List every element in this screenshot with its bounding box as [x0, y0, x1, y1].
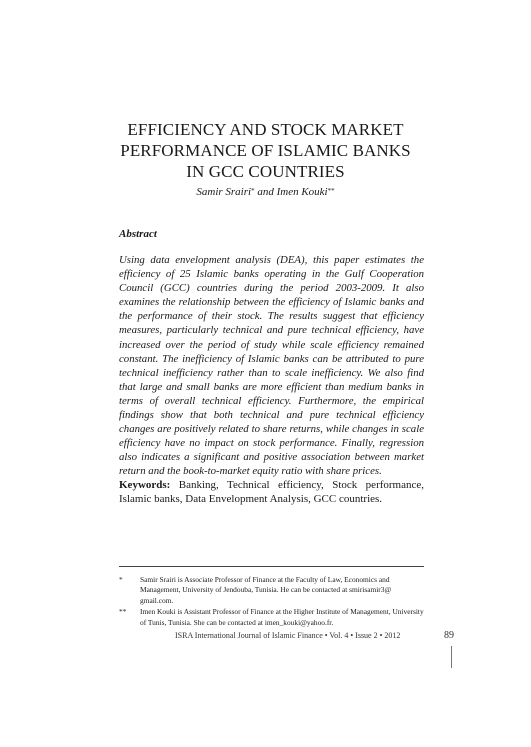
keywords-paragraph	[119, 478, 424, 506]
title-line-2: PERFORMANCE OF ISLAMIC BANKS	[120, 141, 411, 160]
footnote-divider	[119, 566, 424, 567]
running-footer: ISRA International Journal of Islamic Finance • Vol. 4 • Issue 2 • 2012	[175, 631, 401, 640]
title-line-3: IN GCC COUNTRIES	[186, 162, 345, 181]
keywords-label: Keywords:	[119, 479, 171, 491]
footnote-1	[119, 575, 424, 606]
footnote-2	[119, 607, 424, 628]
footnote-2-text: Imen Kouki is Assistant Professor of Finance at the Higher Institute of Management, University of Tunis, Tunisia. She can be contacted at imen_kouki@yahoo.fr.	[140, 607, 424, 627]
footnote-1-mark: *	[119, 575, 123, 584]
author-1-name: Samir Srairi	[196, 186, 252, 198]
keywords-text: Banking, Technical efficiency, Stock performance, Islamic banks, Data Envelopment Analysis, GCC countries.	[119, 479, 425, 505]
footnotes	[119, 575, 424, 629]
author-joiner: and	[254, 186, 277, 198]
page-number-rule	[451, 646, 452, 668]
author-line	[90, 186, 441, 198]
abstract-body: Using data envelopment analysis (DEA), this paper estimates the efficiency of 25 Islamic banks operating in the Gulf Cooperation Council (GCC) countries during the period 2003-2009. It also examines the relationship between the efficiency of Islamic banks and the performance of their stock. The results suggest that efficiency measures, particularly technical and pure technical efficiency, have increased over the period of study while scale efficiency remained constant. The inefficiency of Islamic banks can be attributed to pure technical inefficiency rather than to scale inefficiency. We also find that large and small banks are more efficient than medium banks in terms of overall technical efficiency. Furthermore, the empirical findings show that both technical and pure technical efficiency changes are positively related to share returns, while changes in scale efficiency have no impact on stock performance. Finally, regression also indicates a significant and positive association between market return and the book-to-market equity ratio with share prices.	[119, 254, 424, 478]
abstract-heading: Abstract	[119, 228, 157, 240]
author-2-footnote-mark[interactable]: **	[327, 187, 335, 195]
article-title	[90, 119, 441, 182]
page-number: 89	[444, 630, 454, 641]
footnote-1-text: Samir Srairi is Associate Professor of Finance at the Faculty of Law, Economics and Management, University of Jendouba, Tunisia. He can be contacted at smirisamir3@ gmail.com.	[140, 575, 392, 605]
author-1-footnote-mark[interactable]: *	[251, 187, 255, 195]
footnote-2-mark: **	[119, 607, 127, 617]
author-2-name: Imen Kouki	[276, 186, 328, 198]
title-line-1: EFFICIENCY AND STOCK MARKET	[127, 120, 404, 139]
